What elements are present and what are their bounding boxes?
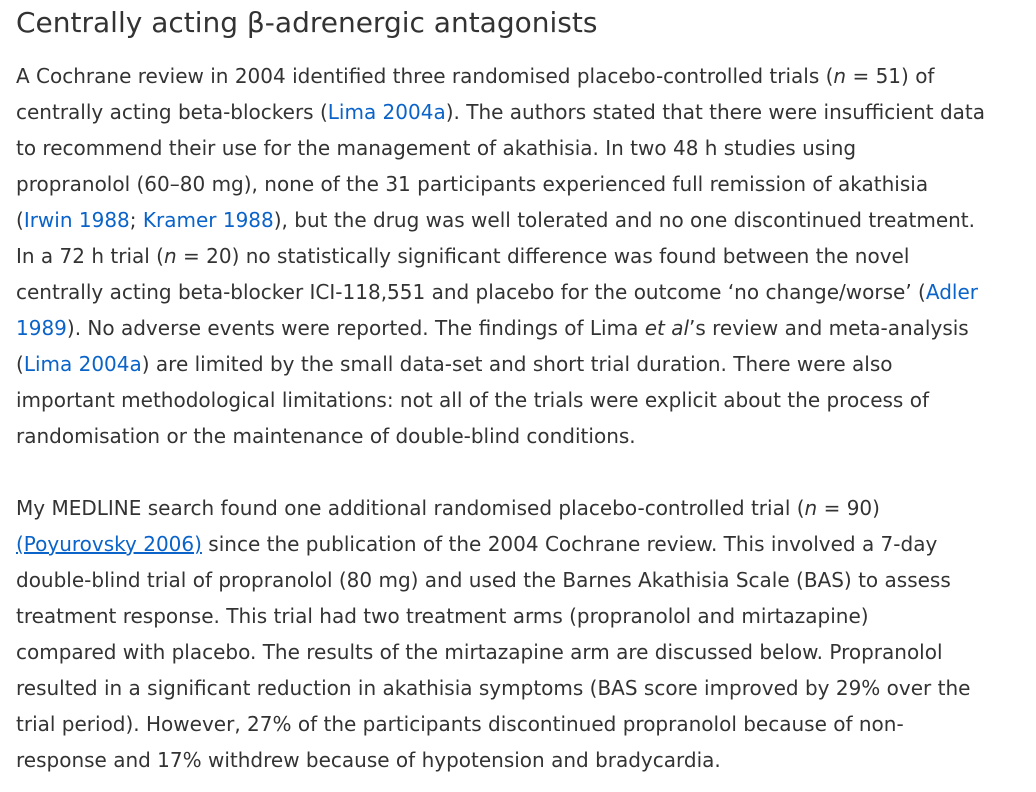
text-run: ). The authors stated that there were insufficient data [445,100,985,124]
text-run: My MEDLINE search found one additional randomised placebo-controlled trial ( [16,496,805,520]
text-line [16,274,1026,310]
citation-link-kramer-1988[interactable]: Kramer 1988 [142,208,274,232]
text-line [16,310,1026,346]
text-run: centrally acting beta-blockers ( [16,100,328,124]
section-title: Centrally acting β-adrenergic antagonists [16,6,598,39]
italic-et-al: et al [644,316,690,340]
text-line: important methodological limitations: not all of the trials were explicit about the process of [16,388,929,412]
text-run: centrally acting beta-blocker ICI-118,551 and placebo for the outcome ‘no change/worse’ ( [16,280,926,304]
citation-link-lima-2004a-second[interactable]: Lima 2004a [23,352,142,376]
text-run: = 20) no statistically significant difference was found between the novel [176,244,910,268]
text-line: randomisation or the maintenance of double-blind conditions. [16,424,636,448]
text-line: response and 17% withdrew because of hypotension and bradycardia. [16,748,721,772]
text-line: resulted in a significant reduction in akathisia symptoms (BAS score improved by 29% over the [16,676,971,700]
text-line [16,94,1026,130]
text-line [16,526,1026,562]
paragraph-cochrane-review [16,58,1026,454]
citation-link-adler-1989-part1[interactable]: Adler [925,280,978,304]
citation-link-irwin-1988[interactable]: Irwin 1988 [23,208,130,232]
text-run: ). No adverse events were reported. The findings of Lima [66,316,645,340]
paragraph-medline-search [16,490,1026,778]
text-line: trial period). However, 27% of the participants discontinued propranolol because of non- [16,712,904,736]
text-line: propranolol (60–80 mg), none of the 31 participants experienced full remission of akathisia [16,172,929,196]
text-run: = 51) of [846,64,935,88]
italic-n: n [833,64,847,88]
text-run: ( [16,208,24,232]
text-run: A Cochrane review in 2004 identified three randomised placebo-controlled trials ( [16,64,834,88]
citation-link-lima-2004a[interactable]: Lima 2004a [327,100,446,124]
text-line [16,490,1026,526]
citation-link-poyurovsky-2006[interactable]: (Poyurovsky 2006) [16,532,202,556]
text-line [16,202,1026,238]
text-run: ( [16,352,24,376]
italic-n: n [804,496,818,520]
text-run: ) are limited by the small data-set and short trial duration. There were also [141,352,893,376]
text-run: = 90) [817,496,880,520]
italic-n: n [163,244,177,268]
text-run: ’s review and meta-analysis [689,316,969,340]
text-run: ), but the drug was well tolerated and no one discontinued treatment. [273,208,976,232]
text-line [16,58,1026,94]
text-line [16,238,1026,274]
text-run: In a 72 h trial ( [16,244,164,268]
text-line: compared with placebo. The results of the mirtazapine arm are discussed below. Propranolol [16,640,943,664]
text-line: treatment response. This trial had two treatment arms (propranolol and mirtazapine) [16,604,869,628]
text-run: ; [129,208,143,232]
citation-link-adler-1989-part2[interactable]: 1989 [16,316,67,340]
text-line: to recommend their use for the management of akathisia. In two 48 h studies using [16,136,857,160]
text-line: double-blind trial of propranolol (80 mg) and used the Barnes Akathisia Scale (BAS) to assess [16,568,951,592]
text-line [16,346,1026,382]
text-run: since the publication of the 2004 Cochrane review. This involved a 7-day [201,532,938,556]
